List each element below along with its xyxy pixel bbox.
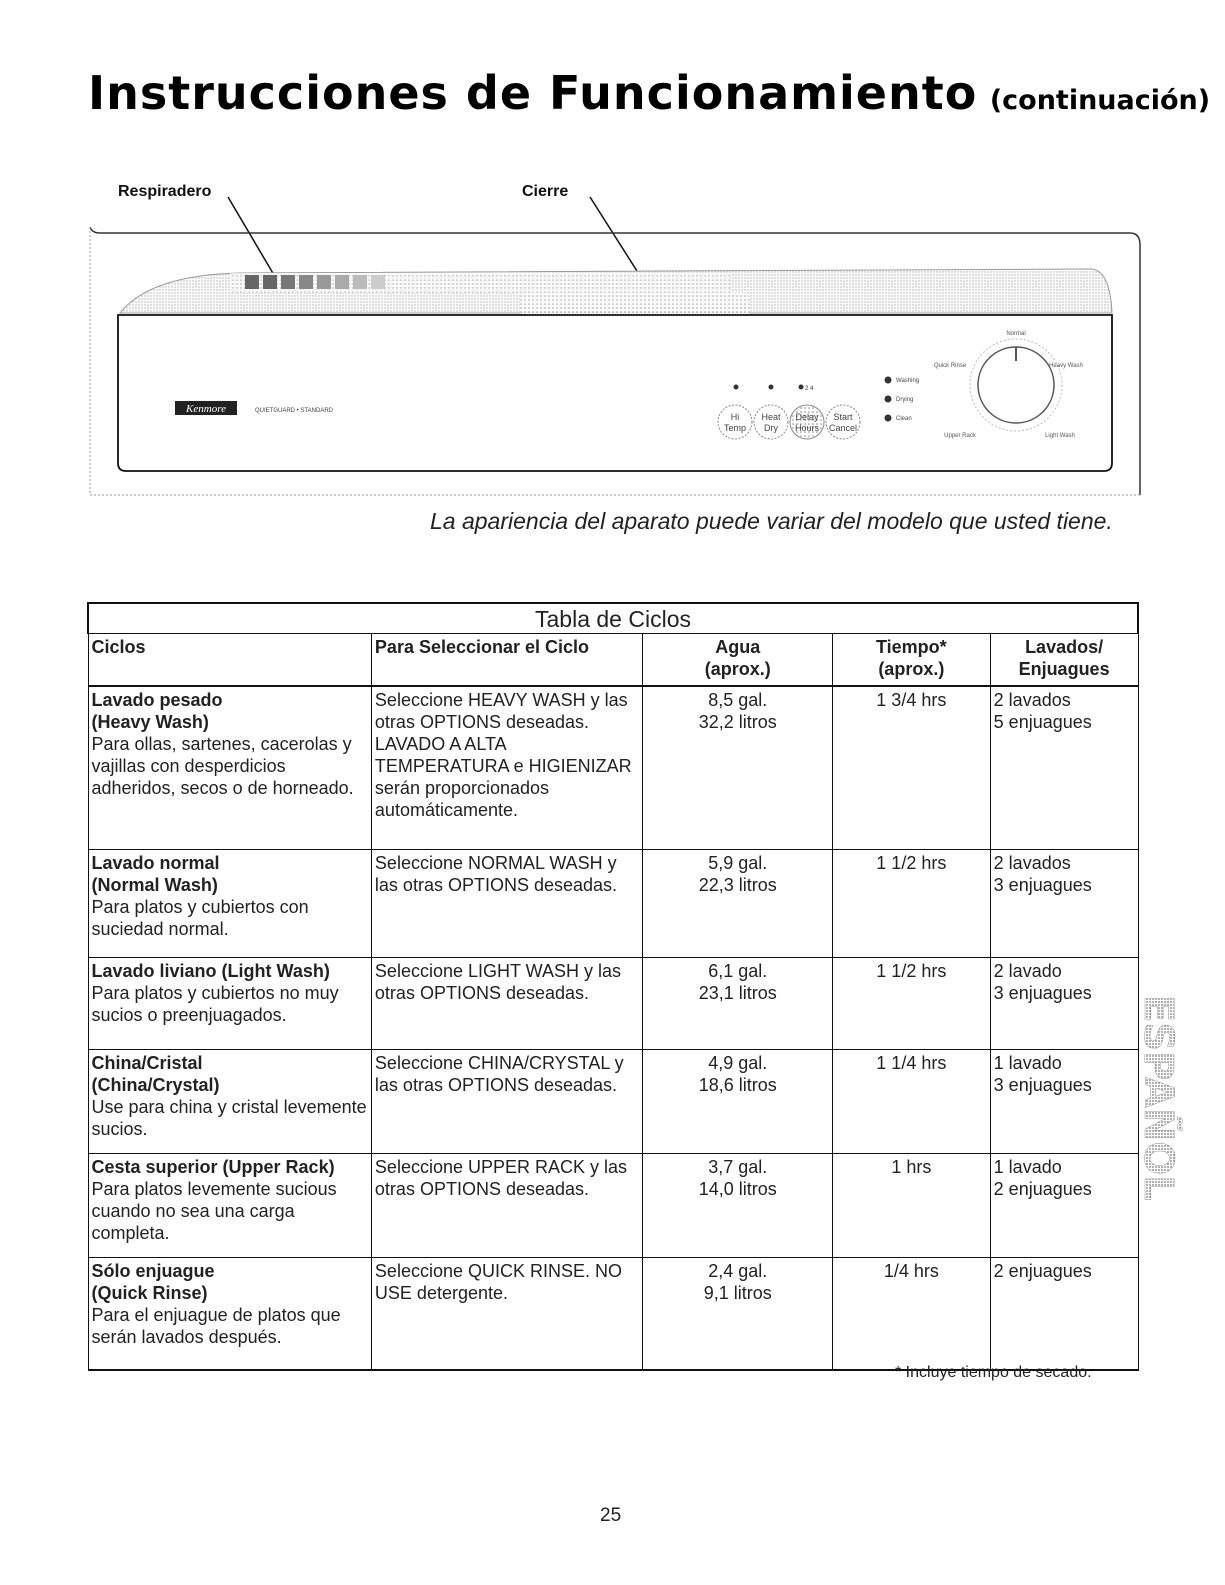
svg-text:Drying: Drying [896, 397, 914, 403]
svg-text:Heavy Wash: Heavy Wash [1049, 363, 1083, 369]
hi-temp-button[interactable] [718, 405, 752, 439]
model-label: QUIETGUARD • STANDARD [255, 408, 333, 414]
panel-face [118, 315, 1112, 471]
vent-leader-line [228, 197, 274, 275]
latch-callout: Cierre [522, 183, 569, 200]
svg-text:Start: Start [833, 412, 853, 422]
page-title-sub: (continuación) [989, 85, 1211, 116]
svg-text:Normal: Normal [1006, 331, 1026, 337]
cycle-table [87, 602, 1139, 1371]
table-row: Sólo enjuague (Quick Rinse) Para el enjuague de platos que serán lavados después. Seleccione QUICK RINSE. NO USE detergente. 2,4 gal. 9,1 litros 1/4 hrs 2 enjuagues [88, 1258, 1138, 1370]
header-water: Agua (aprox.) [643, 634, 833, 686]
svg-text:Temp: Temp [723, 423, 747, 433]
header-time: Tiempo* (aprox.) [832, 634, 990, 686]
header-select: Para Seleccionar el Ciclo [371, 634, 643, 686]
control-panel-drawing [0, 175, 1225, 515]
figure-caption: La apariencia del aparato puede variar del modelo que usted tiene. [430, 508, 1113, 534]
svg-text:Heat: Heat [761, 412, 781, 422]
table-row: Lavado liviano (Light Wash) Para platos y cubiertos no muy sucios o preenjuagados. Seleccione LIGHT WASH y las otras OPTIONS deseadas. 6,1 gal. 23,1 litros 1 1/2 hrs 2 lavado 3 enjuagues [88, 958, 1138, 1050]
header-cycles: Ciclos [88, 634, 371, 686]
page-title [88, 66, 1210, 120]
svg-text:Hours: Hours [794, 423, 820, 433]
side-tab-label: ESPAÑOL [1135, 995, 1181, 1201]
table-row: Lavado normal (Normal Wash) Para platos y cubiertos con suciedad normal. Seleccione NORMAL WASH y las otras OPTIONS deseadas. 5,9 gal. 22,3 litros 1 1/2 hrs 2 lavados 3 enjuagues [88, 850, 1138, 958]
table-footnote: * Incluye tiempo de secado. [895, 1364, 1092, 1381]
page-title-main: Instrucciones de Funcionamiento [88, 66, 978, 120]
svg-text:Dry: Dry [764, 423, 778, 433]
heat-dry-button[interactable] [754, 405, 788, 439]
svg-text:Upper Rack: Upper Rack [944, 433, 976, 439]
table-row: China/Cristal (China/Crystal) Use para china y cristal levemente sucios. Seleccione CHINA/CRYSTAL y las otras OPTIONS deseadas. 4,9 gal. 18,6 litros 1 1/4 hrs 1 lavado 3 enjuagues [88, 1050, 1138, 1154]
page-number: 25 [600, 1505, 622, 1526]
table-title: Tabla de Ciclos [88, 603, 1138, 634]
table-row: Lavado pesado (Heavy Wash) Para ollas, sartenes, cacerolas y vajillas con desperdicios adheridos, secos o de horneado. Seleccione HEAVY WASH y las otras OPTIONS deseadas. LAVADO A ALTA TEMPERATURA e HIGIENIZAR serán proporcionados automáticamente. 8,5 gal. 32,2 litros 1 3/4 hrs 2 lavados 5 enjuagues [88, 686, 1138, 850]
brand-label: Kenmore [186, 403, 226, 415]
latch-leader-line [590, 197, 637, 271]
header-washes: Lavados/ Enjuagues [990, 634, 1138, 686]
svg-text:Quick Rinse: Quick Rinse [933, 363, 967, 369]
svg-text:Hi: Hi [730, 412, 740, 422]
start-cancel-button[interactable] [826, 405, 860, 439]
delay-indicator-label: 2 4 [805, 386, 814, 392]
svg-text:Washing: Washing [896, 378, 920, 384]
table-row: Cesta superior (Upper Rack) Para platos levemente sucious cuando no sea una carga completa. Seleccione UPPER RACK y las otras OPTIONS deseadas. 3,7 gal. 14,0 litros 1 hrs 1 lavado 2 enjuagues [88, 1154, 1138, 1258]
svg-text:Clean: Clean [896, 416, 912, 422]
delay-hours-button[interactable] [790, 405, 824, 439]
vent-callout: Respiradero [118, 183, 212, 200]
svg-text:Delay: Delay [795, 412, 819, 422]
language-side-tab [1133, 990, 1183, 1220]
control-panel-figure [0, 175, 1225, 515]
svg-text:Light Wash: Light Wash [1045, 433, 1075, 439]
svg-text:Cancel: Cancel [828, 423, 858, 433]
